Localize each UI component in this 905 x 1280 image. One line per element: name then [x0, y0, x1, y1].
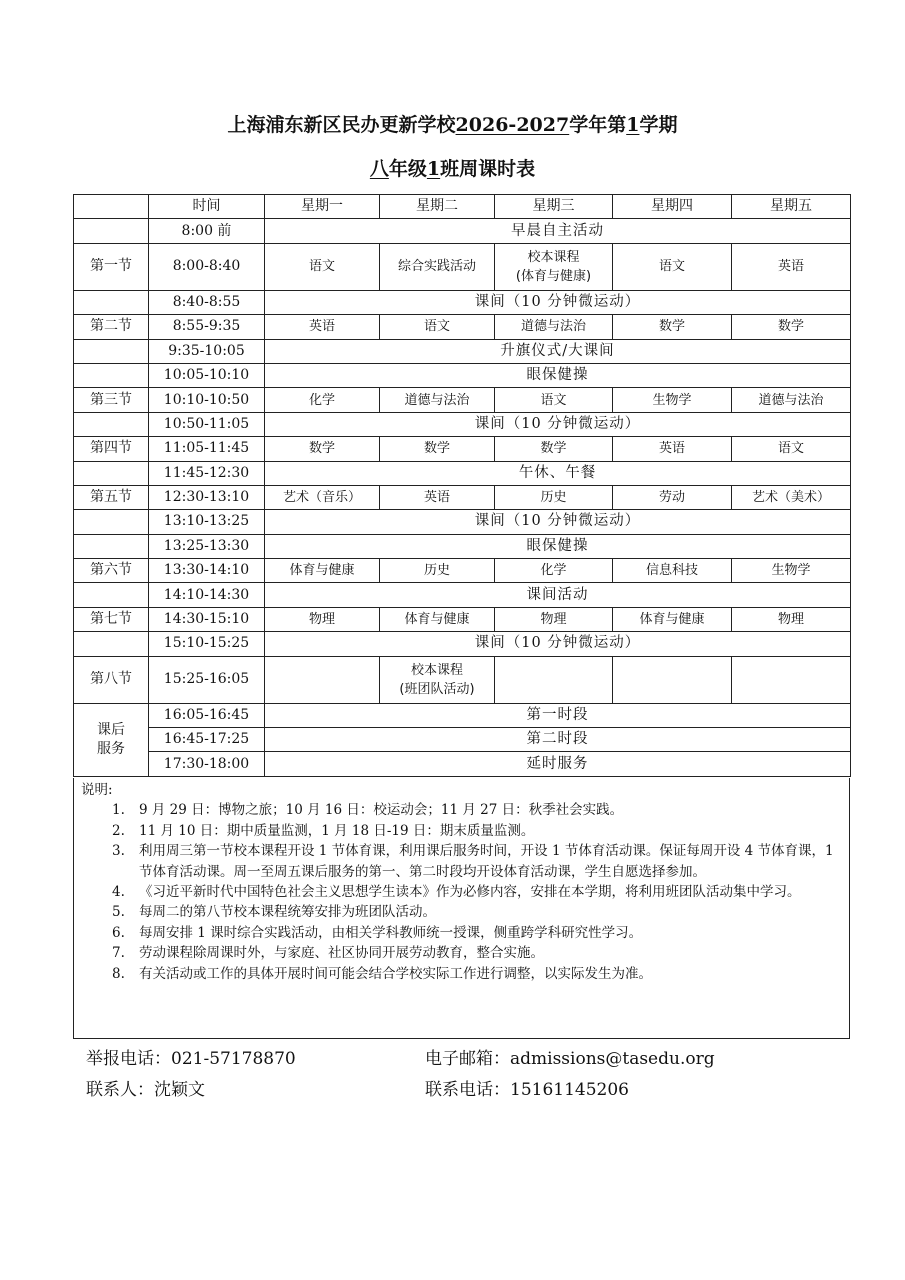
note-text: 每周安排 1 课时综合实践活动，由相关学科教师统一授课，侧重跨学科研究性学习。 [139, 924, 643, 941]
time-cell: 10:05-10:10 [149, 363, 265, 387]
note-item [74, 821, 849, 841]
subject-cell [613, 656, 732, 703]
subject-cell: 道德与法治 [732, 388, 851, 412]
time-cell: 8:40-8:55 [149, 290, 265, 314]
table-row [74, 315, 851, 339]
subject-cell: 体育与健康 [265, 559, 380, 583]
subject-cell: 道德与法治 [495, 315, 613, 339]
activity-cell: 升旗仪式/大课间 [265, 339, 851, 363]
activity-cell: 午休、午餐 [265, 461, 851, 485]
time-cell: 11:05-11:45 [149, 437, 265, 461]
period-cell [74, 461, 149, 485]
note-text: 有关活动或工作的具体开展时间可能会结合学校实际工作进行调整，以实际发生为准。 [139, 965, 652, 982]
table-row [74, 290, 851, 314]
time-cell: 11:45-12:30 [149, 461, 265, 485]
subject-cell: 数学 [732, 315, 851, 339]
subject-cell: 综合实践活动 [380, 243, 495, 290]
table-row [74, 388, 851, 412]
subject-cell: 生物学 [732, 559, 851, 583]
class-suffix: 班周课时表 [440, 158, 536, 180]
activity-cell: 眼保健操 [265, 534, 851, 558]
time-cell: 8:55-9:35 [149, 315, 265, 339]
header-period-cell [74, 195, 149, 219]
period-cell [74, 510, 149, 534]
year-suffix: 学年第 [569, 114, 627, 136]
subject-cell [495, 656, 613, 703]
period-cell [74, 632, 149, 656]
subject-cell: 语文 [495, 388, 613, 412]
period-cell [74, 339, 149, 363]
period-cell: 第七节 [74, 607, 149, 631]
subject-cell: 数学 [613, 315, 732, 339]
subject-cell: 数学 [495, 437, 613, 461]
report-phone: 举报电话：021-57178870 [86, 1049, 296, 1069]
subject-cell: 历史 [380, 559, 495, 583]
note-item [74, 800, 849, 820]
activity-cell: 课间（10 分钟微运动） [265, 290, 851, 314]
period-cell [74, 534, 149, 558]
subject-cell [732, 656, 851, 703]
header-day-thu: 星期四 [613, 195, 732, 219]
table-row [74, 583, 851, 607]
document-subtitle [0, 154, 905, 181]
note-text: 9 月 29 日：博物之旅；10 月 16 日：校运动会；11 月 27 日：秋季社会实践。 [139, 802, 624, 819]
note-item [74, 902, 849, 922]
table-row [74, 412, 851, 436]
table-row [74, 485, 851, 509]
note-item [74, 882, 849, 902]
note-number: 8. [112, 965, 125, 982]
period-cell: 第八节 [74, 656, 149, 703]
period-cell [74, 363, 149, 387]
time-cell: 13:25-13:30 [149, 534, 265, 558]
notes-section [73, 778, 850, 1039]
period-cell [74, 219, 149, 243]
time-cell: 15:25-16:05 [149, 656, 265, 703]
grade-suffix: 年级 [388, 158, 427, 180]
subject-cell: 体育与健康 [380, 607, 495, 631]
subject-cell: 数学 [265, 437, 380, 461]
activity-cell: 早晨自主活动 [265, 219, 851, 243]
note-text: 利用周三第一节校本课程开设 1 节体育课，利用课后服务时间，开设 1 节体育活动课。保证每周开设 4 节体育课，1 节体育活动课。周一至周五课后服务的第一、第二时段均开设体育活动课，学生自愿选择参加。 [139, 843, 834, 880]
time-cell: 17:30-18:00 [149, 752, 265, 776]
note-number: 3. [112, 843, 125, 860]
subject-cell: 艺术（美术） [732, 485, 851, 509]
time-cell: 14:30-15:10 [149, 607, 265, 631]
time-cell: 10:10-10:50 [149, 388, 265, 412]
note-item [74, 923, 849, 943]
note-text: 劳动课程除周课时外，与家庭、社区协同开展劳动教育，整合实施。 [139, 945, 544, 962]
table-row [74, 607, 851, 631]
table-row [74, 219, 851, 243]
header-day-mon: 星期一 [265, 195, 380, 219]
table-header-row [74, 195, 851, 219]
period-cell: 第四节 [74, 437, 149, 461]
period-line: 服务 [97, 740, 125, 757]
table-row [74, 728, 851, 752]
subject-cell: 数学 [380, 437, 495, 461]
notes-heading: 说明: [81, 782, 113, 798]
subject-cell: 英语 [613, 437, 732, 461]
period-cell [74, 290, 149, 314]
note-number: 1. [112, 802, 125, 819]
notes-list [74, 800, 849, 984]
year-range: 2026-2027 [455, 114, 570, 136]
subject-line: (体育与健康) [515, 268, 592, 284]
subject-cell: 物理 [265, 607, 380, 631]
table-row [74, 559, 851, 583]
subject-cell: 化学 [495, 559, 613, 583]
table-row [74, 461, 851, 485]
table-row [74, 363, 851, 387]
subject-line: 校本课程 [527, 249, 580, 265]
table-row [74, 437, 851, 461]
note-number: 2. [112, 822, 125, 839]
period-cell: 第一节 [74, 243, 149, 290]
time-cell: 16:45-17:25 [149, 728, 265, 752]
time-cell: 9:35-10:05 [149, 339, 265, 363]
time-cell: 8:00 前 [149, 219, 265, 243]
table-row [74, 534, 851, 558]
subject-line: (班团队活动) [399, 681, 475, 697]
activity-cell: 课间活动 [265, 583, 851, 607]
subject-cell: 历史 [495, 485, 613, 509]
activity-cell: 第二时段 [265, 728, 851, 752]
period-cell: 第二节 [74, 315, 149, 339]
term-number: 1 [626, 114, 640, 136]
note-text: 每周二的第八节校本课程统筹安排为班团队活动。 [139, 904, 436, 921]
header-day-tue: 星期二 [380, 195, 495, 219]
subject-cell: 艺术（音乐） [265, 485, 380, 509]
time-cell: 14:10-14:30 [149, 583, 265, 607]
subject-cell: 生物学 [613, 388, 732, 412]
time-cell: 16:05-16:45 [149, 703, 265, 727]
subject-cell: 物理 [732, 607, 851, 631]
note-number: 5. [112, 904, 125, 921]
table-row [74, 510, 851, 534]
activity-cell: 课间（10 分钟微运动） [265, 412, 851, 436]
subject-cell: 物理 [495, 607, 613, 631]
note-number: 7. [112, 945, 125, 962]
grade-number: 八 [369, 158, 389, 180]
period-cell [74, 412, 149, 436]
note-item [74, 964, 849, 984]
activity-cell: 课间（10 分钟微运动） [265, 510, 851, 534]
header-day-fri: 星期五 [732, 195, 851, 219]
period-line: 课后 [97, 721, 125, 738]
subject-cell: 语文 [732, 437, 851, 461]
activity-cell: 延时服务 [265, 752, 851, 776]
contact-person: 联系人：沈颖文 [86, 1080, 205, 1100]
subject-cell: 道德与法治 [380, 388, 495, 412]
header-day-wed: 星期三 [495, 195, 613, 219]
note-item [74, 943, 849, 963]
period-cell: 第五节 [74, 485, 149, 509]
time-cell: 8:00-8:40 [149, 243, 265, 290]
activity-cell: 第一时段 [265, 703, 851, 727]
note-text: 《习近平新时代中国特色社会主义思想学生读本》作为必修内容，安排在本学期，将利用班团队活动集中学习。 [139, 884, 801, 901]
time-cell: 12:30-13:10 [149, 485, 265, 509]
class-number: 1 [426, 158, 441, 180]
time-cell: 15:10-15:25 [149, 632, 265, 656]
subject-cell: 化学 [265, 388, 380, 412]
note-item [74, 841, 849, 882]
subject-cell: 语文 [613, 243, 732, 290]
subject-cell [380, 656, 495, 703]
table-row [74, 656, 851, 703]
timetable [73, 194, 851, 777]
header-time: 时间 [149, 195, 265, 219]
subject-cell [265, 656, 380, 703]
table-row [74, 703, 851, 727]
term-suffix: 学期 [639, 114, 678, 136]
document-title [0, 110, 905, 137]
time-cell: 13:10-13:25 [149, 510, 265, 534]
table-row [74, 339, 851, 363]
period-cell [74, 703, 149, 776]
subject-cell: 体育与健康 [613, 607, 732, 631]
table-row [74, 752, 851, 776]
subject-cell: 英语 [380, 485, 495, 509]
subject-line: 校本课程 [410, 662, 463, 678]
subject-cell: 英语 [265, 315, 380, 339]
subject-cell: 英语 [732, 243, 851, 290]
contact-phone: 联系电话：15161145206 [425, 1080, 629, 1100]
subject-cell: 信息科技 [613, 559, 732, 583]
subject-cell: 劳动 [613, 485, 732, 509]
period-cell: 第三节 [74, 388, 149, 412]
activity-cell: 眼保健操 [265, 363, 851, 387]
table-row [74, 632, 851, 656]
subject-cell: 语文 [380, 315, 495, 339]
note-text: 11 月 10 日：期中质量监测，1 月 18 日-19 日：期末质量监测。 [139, 822, 535, 839]
time-cell: 10:50-11:05 [149, 412, 265, 436]
subject-cell [495, 243, 613, 290]
period-cell [74, 583, 149, 607]
school-name: 上海浦东新区民办更新学校 [227, 114, 456, 136]
table-row [74, 243, 851, 290]
note-number: 6. [112, 924, 125, 941]
time-cell: 13:30-14:10 [149, 559, 265, 583]
subject-cell: 语文 [265, 243, 380, 290]
activity-cell: 课间（10 分钟微运动） [265, 632, 851, 656]
contact-email: 电子邮箱：admissions@tasedu.org [425, 1049, 715, 1069]
period-cell: 第六节 [74, 559, 149, 583]
note-number: 4. [112, 884, 125, 901]
